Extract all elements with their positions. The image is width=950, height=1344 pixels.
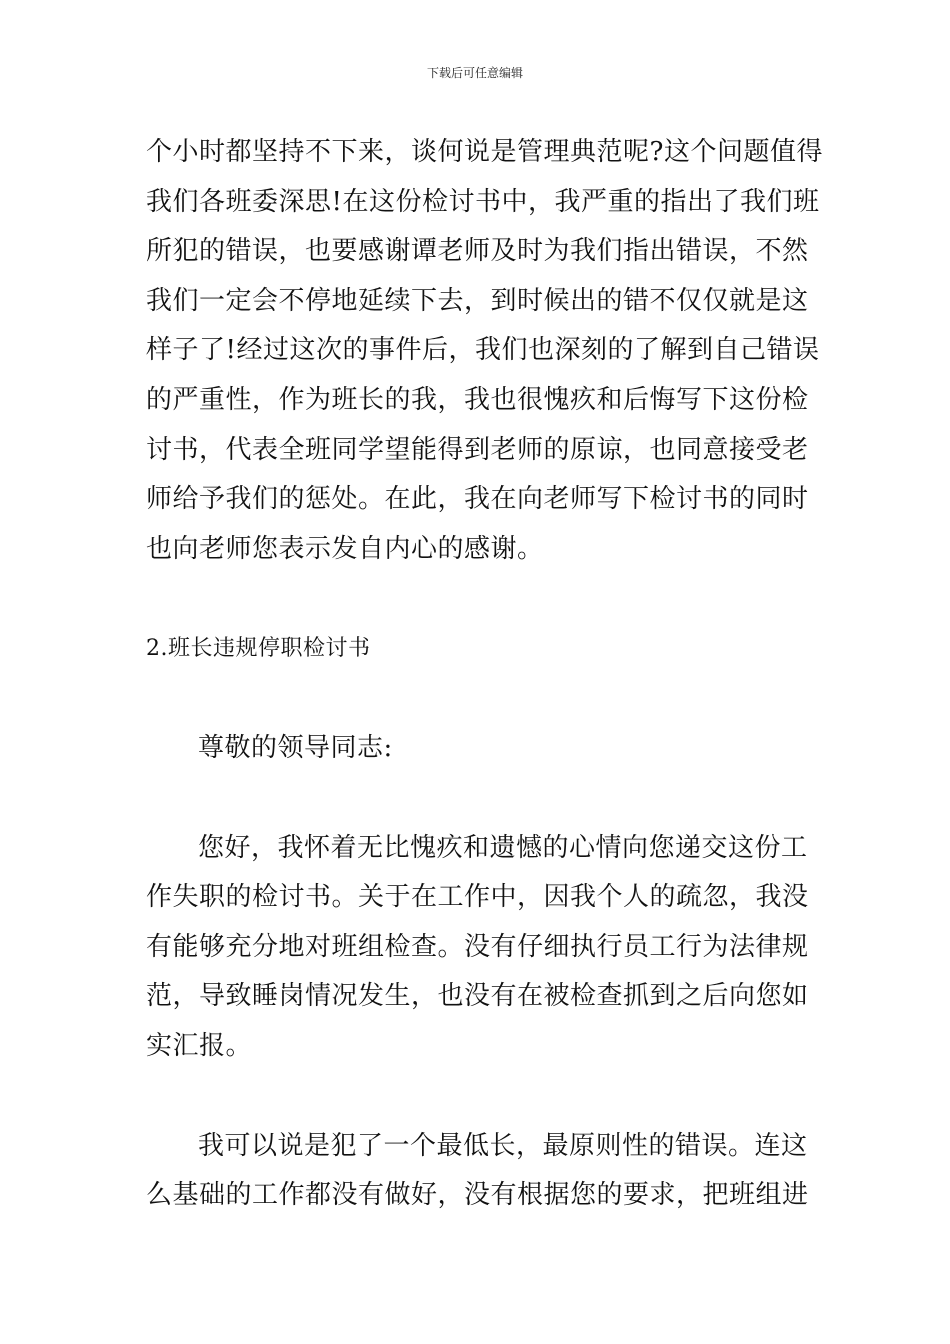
text-line: 实汇报。 bbox=[146, 1030, 253, 1061]
salutation: 尊敬的领导同志: bbox=[198, 732, 393, 763]
paragraph-spacer bbox=[146, 574, 808, 624]
text-line: 所犯的错误，也要感谢谭老师及时为我们指出错误，不然 bbox=[146, 236, 809, 267]
text-line: 也向老师您表示发自内心的感谢。 bbox=[146, 533, 544, 564]
section-title: 2.班长违规停职检讨书 bbox=[146, 636, 371, 662]
document-body bbox=[146, 128, 823, 1221]
text-line: 我可以说是犯了一个最低长，最原则性的错误。连这 bbox=[198, 1130, 808, 1161]
header-note: 下载后可任意编辑 bbox=[426, 66, 523, 80]
text-line: 您好，我怀着无比愧疚和遗憾的心情向您递交这份工 bbox=[198, 832, 808, 863]
paragraph-2 bbox=[146, 824, 808, 1072]
text-line: 我们一定会不停地延续下去，到时候出的错不仅仅就是这 bbox=[146, 285, 809, 316]
paragraph-spacer bbox=[146, 1072, 808, 1122]
text-line: 作失职的检讨书。关于在工作中，因我个人的疏忽，我没 bbox=[146, 882, 809, 913]
text-line: 我们各班委深思!在这份检讨书中，我严重的指出了我们班 bbox=[146, 186, 820, 217]
paragraph-spacer bbox=[146, 674, 808, 724]
text-line: 讨书，代表全班同学望能得到老师的原谅，也同意接受老 bbox=[146, 434, 809, 465]
text-line: 个小时都坚持不下来，谈何说是管理典范呢?这个问题值得 bbox=[146, 137, 823, 167]
text-line: 范，导致睡岗情况发生，也没有在被检查抓到之后向您如 bbox=[146, 981, 809, 1012]
text-line: 么基础的工作都没有做好，没有根据您的要求，把班组进 bbox=[146, 1180, 809, 1211]
text-line: 师给予我们的惩处。在此，我在向老师写下检讨书的同时 bbox=[146, 484, 809, 515]
text-line: 的严重性，作为班长的我，我也很愧疚和后悔写下这份检 bbox=[146, 384, 809, 415]
text-line: 有能够充分地对班组检查。没有仔细执行员工行为法律规 bbox=[146, 931, 809, 962]
text-line: 样子了!经过这次的事件后，我们也深刻的了解到自己错误 bbox=[146, 335, 820, 366]
paragraph-3 bbox=[146, 1122, 808, 1221]
paragraph-1 bbox=[146, 128, 823, 574]
paragraph-spacer bbox=[146, 774, 808, 824]
